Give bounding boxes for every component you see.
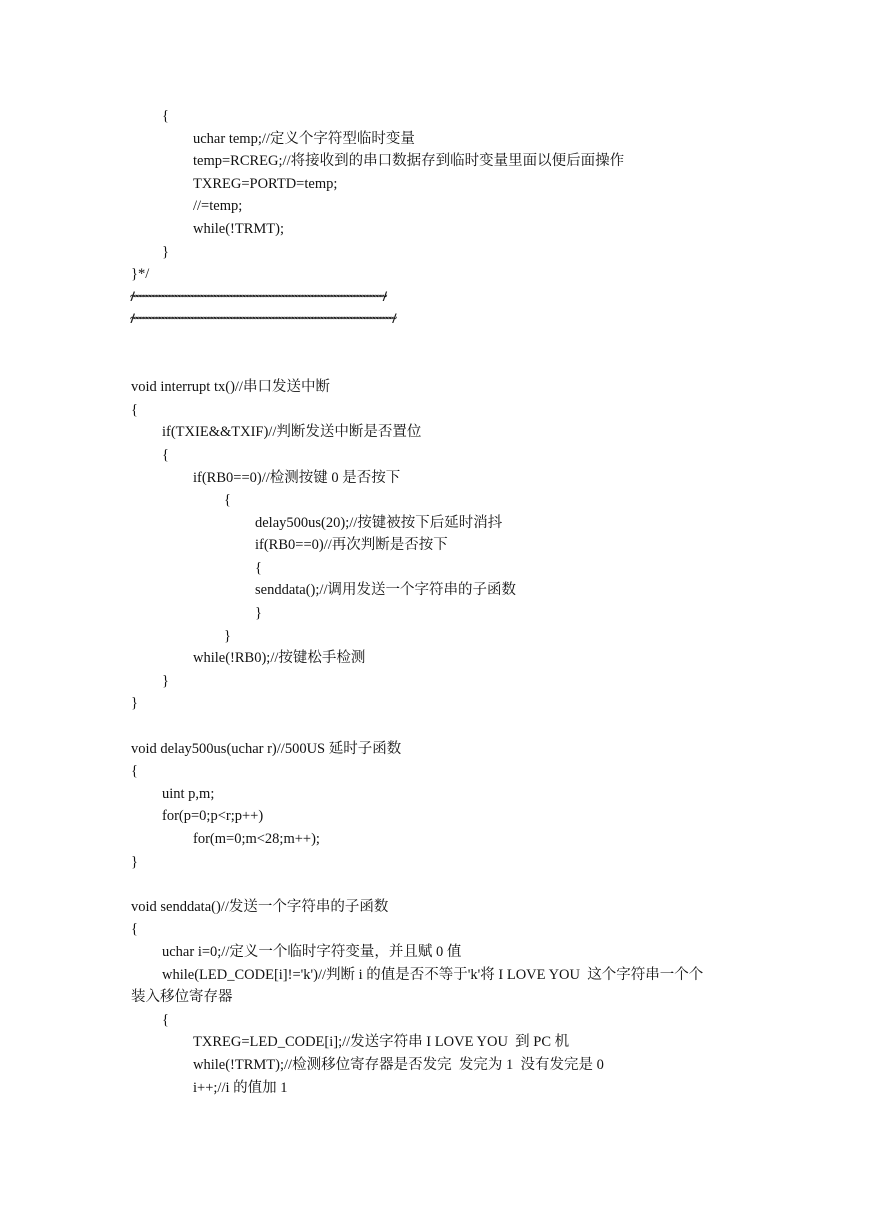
code-line: uint p,m; xyxy=(162,785,215,802)
code-line: while(!RB0);//按键松手检测 xyxy=(193,650,366,667)
code-line: } xyxy=(224,627,231,644)
code-line: } xyxy=(255,605,262,622)
code-line: void senddata()//发送一个字符串的子函数 xyxy=(131,898,389,915)
code-line: delay500us(20);//按键被按下后延时消抖 xyxy=(255,514,503,531)
code-line: void delay500us(uchar r)//500US 延时子函数 xyxy=(131,740,402,757)
code-line: temp=RCREG;//将接收到的串口数据存到临时变量里面以便后面操作 xyxy=(193,153,625,170)
code-line: { xyxy=(162,446,169,463)
code-line: if(RB0==0)//检测按键 0 是否按下 xyxy=(193,469,401,486)
code-line: while(!TRMT); xyxy=(193,220,285,237)
code-line: TXREG=LED_CODE[i];//发送字符串 I LOVE YOU 到 PC 机 xyxy=(193,1034,570,1051)
code-line: { xyxy=(131,763,138,780)
code-line: 装入移位寄存器 xyxy=(131,989,233,1006)
code-line: } xyxy=(162,672,169,689)
blank-line xyxy=(131,331,771,354)
code-line: for(p=0;p<r;p++) xyxy=(162,808,264,825)
blank-line xyxy=(131,873,771,896)
code-line: { xyxy=(255,559,262,576)
blank-line xyxy=(131,354,771,377)
code-listing xyxy=(131,105,771,1099)
code-line: while(LED_CODE[i]!='k')//判断 i 的值是否不等于'k'将 I LOVE YOU 这个字符串一个个 xyxy=(162,966,704,983)
code-line: }*/ xyxy=(131,266,150,283)
code-line: { xyxy=(162,108,169,124)
code-line: { xyxy=(162,1011,169,1028)
code-line: senddata();//调用发送一个字符串的子函数 xyxy=(255,582,516,599)
blank-line xyxy=(131,715,771,738)
code-line: { xyxy=(131,401,138,418)
code-line: i++;//i 的值加 1 xyxy=(193,1079,288,1096)
code-line: for(m=0;m<28;m++); xyxy=(193,831,320,847)
code-line: uchar temp;//定义个字符型临时变量 xyxy=(193,130,415,147)
code-line: if(TXIE&&TXIF)//判断发送中断是否置位 xyxy=(162,424,422,441)
code-line: void interrupt tx()//串口发送中断 xyxy=(131,379,330,396)
code-line: { xyxy=(131,921,138,938)
code-line: } xyxy=(131,695,138,712)
code-line: //~~~~~~~~~~~~~~~~~~~~~~~~~~~~~~~~~~~~~~~~~~~~~~~~~~~~~~~~~~~~~~~~~~~~~~~~~~~~~~·// xyxy=(131,288,383,305)
code-line: //~~~~~~~~~~~~~~~~~~~~~~~~~~~~~~~~~~~~~~~~~~~~~~~~~~~~~~~~~~~~~~~~~~~~~~~~~~~~~~~~~// xyxy=(131,311,392,328)
code-line: while(!TRMT);//检测移位寄存器是否发完 发完为 1 没有发完是 0 xyxy=(193,1056,604,1073)
code-line: } xyxy=(162,243,169,260)
code-line: if(RB0==0)//再次判断是否按下 xyxy=(255,537,448,554)
code-line: TXREG=PORTD=temp; xyxy=(193,175,338,192)
code-line: { xyxy=(224,492,231,509)
code-line: } xyxy=(131,853,138,870)
code-line: //=temp; xyxy=(193,198,243,215)
code-line: uchar i=0;//定义一个临时字符变量，并且赋 0 值 xyxy=(162,943,462,960)
